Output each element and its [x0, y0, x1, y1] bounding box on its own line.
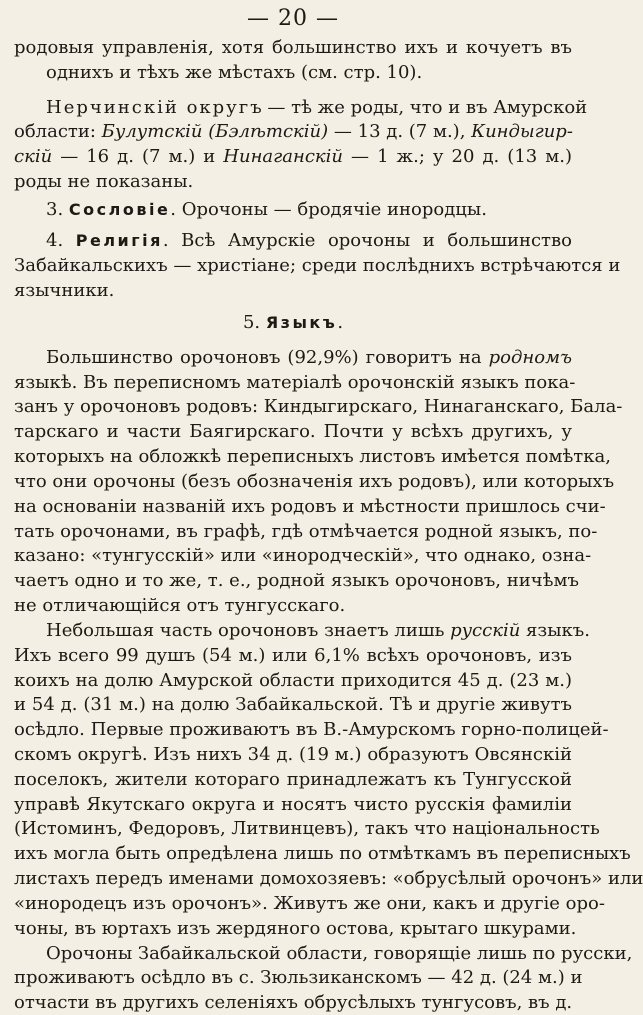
text-line: области: Булутскій (Бэлѣтскій) — 13 д. (7 м.), Киндыгир- [14, 121, 573, 142]
text-line: 5. Языкъ. [242, 312, 344, 333]
text-line: занъ у орочоновъ родовъ: Киндыгирскаго, Нинаганскаго, Бала- [14, 396, 623, 417]
text-line: управѣ Якутскаго округа и носятъ чисто русскія фамиліи [14, 794, 572, 815]
text-line: Небольшая часть орочоновъ знаетъ лишь русскій языкъ. [46, 620, 590, 641]
text-line: листахъ передъ именами домохозяевъ: «обрусѣлый орочонъ» или [14, 868, 643, 889]
text-line: чаетъ одно и то же, т. е., родной языкъ орочоновъ, ничѣмъ [14, 570, 579, 591]
text-line: ихъ могла быть опредѣлена лишь по отмѣткамъ въ переписныхъ [14, 843, 631, 864]
text-line: осѣдло. Первые проживаютъ въ В.-Амурскомъ горно-полицей- [14, 719, 609, 740]
text-line: скомъ округѣ. Изъ нихъ 34 д. (19 м.) образуютъ Овсянскій [14, 744, 572, 765]
text-line: Ихъ всего 99 душъ (54 м.) или 6,1% всѣхъ орочоновъ, изъ [14, 645, 572, 666]
text-line: 3. Сословіе. Орочоны — бродячіе инородцы. [46, 199, 487, 220]
text-line: казано: «тунгусскій» или «инородческій», что однако, озна- [14, 545, 592, 566]
text-line: «инородецъ изъ орочонъ». Живутъ же они, какъ и другіе оро- [14, 893, 605, 914]
text-line: которыхъ на обложкѣ переписныхъ листовъ имѣется помѣтка, [14, 446, 611, 467]
text-line: тарскаго и части Баягирскаго. Почти у всѣхъ другихъ, у [14, 421, 572, 442]
page-number: — 20 — [247, 6, 339, 31]
text-line: Нерчинскій округъ — тѣ же роды, что и въ Амурской [46, 97, 588, 118]
text-line: не отличающійся отъ тунгусскаго. [14, 595, 346, 616]
text-line: языкѣ. Въ переписномъ матеріалѣ орочонскій языкъ пока- [14, 372, 576, 393]
text-line: Большинство орочоновъ (92,9%) говоритъ на родномъ [46, 347, 572, 368]
text-line: родовыя управленія, хотя большинство ихъ и кочуетъ въ [14, 37, 572, 58]
text-line: роды не показаны. [14, 171, 194, 192]
text-line: отчасти въ другихъ селеніяхъ обрусѣлыхъ тунгусовъ, въ д. [14, 992, 573, 1013]
text-line: и 54 д. (31 м.) на долю Забайкальской. Тѣ и другіе живутъ [14, 694, 572, 715]
text-line: Орочоны Забайкальской области, говорящіе лишь по русски, [46, 943, 633, 964]
text-line: проживаютъ осѣдло въ с. Зюльзиканскомъ — 42 д. (24 м.) и [14, 967, 583, 988]
text-line: коихъ на долю Амурской области приходится 45 д. (23 м.) [14, 670, 572, 691]
text-line: тать орочонами, въ графѣ, гдѣ отмѣчается родной языкъ, по- [14, 521, 598, 542]
text-line: поселокъ, жители котораго принадлежатъ къ Тунгусской [14, 769, 572, 790]
text-line: что они орочоны (безъ обозначенія ихъ родовъ), или которыхъ [14, 471, 615, 492]
text-line: однихъ и тѣхъ же мѣстахъ (см. стр. 10). [46, 62, 423, 83]
text-line: чоны, въ юртахъ изъ жердяного остова, крытаго шкурами. [14, 918, 577, 939]
text-line: на основаніи названій ихъ родовъ и мѣстности пришлось счи- [14, 496, 606, 517]
text-line: 4. Религія. Всѣ Амурскіе орочоны и большинство [46, 230, 572, 251]
text-line: (Истоминъ, Федоровъ, Литвинцевъ), такъ что національность [14, 818, 600, 839]
text-line: язычники. [14, 280, 115, 301]
text-line: Забайкальскихъ — христіане; среди послѣднихъ встрѣчаются и [14, 255, 621, 276]
text-line: скій — 16 д. (7 м.) и Нинаганскій — 1 ж.; у 20 д. (13 м.) [14, 146, 572, 167]
